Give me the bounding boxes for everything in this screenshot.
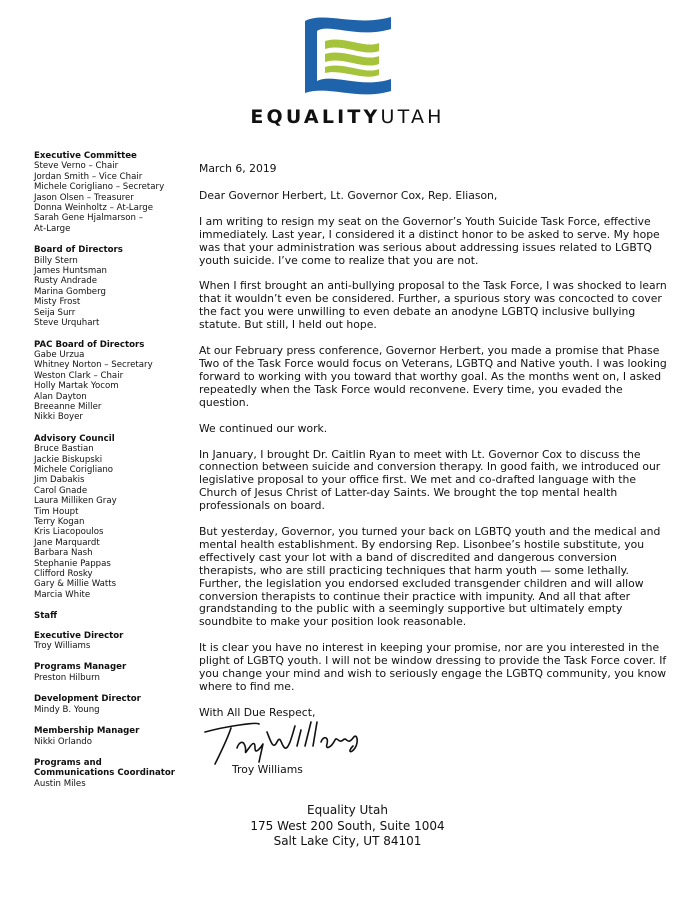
sidebar-heading: Executive Director [34, 630, 124, 641]
sidebar-member: Tim Houpt [34, 506, 79, 517]
letter-paragraph: When I first brought an anti-bullying proposal to the Task Force, I was shocked to learn that it wouldn’t even be considered. Further, a spurious story was concocted to cover the fact you were unwilling to even debate an anodyne LGBTQ inclusive bullying statute. But still, I held out hope. [199, 279, 667, 332]
sidebar-section [34, 611, 184, 621]
sidebar-member: Troy Williams [34, 641, 91, 652]
sidebar-member: Terry Kogan [34, 517, 85, 527]
sidebar-member: Whitney Norton – Secretary [34, 360, 153, 371]
sidebar-section [34, 694, 184, 715]
sidebar-section [34, 245, 184, 328]
sidebar-member: Misty Frost [34, 297, 81, 308]
sidebar-heading: Advisory Council [34, 433, 115, 444]
letter-paragraph: It is clear you have no interest in keeping your promise, nor are you interested in the plight of LGBTQ youth. I will not be window dressing to provide the Task Force cover. If you change your mind and wish to seriously engage the LGBTQ community, you know where to find me. [199, 641, 667, 693]
sidebar-heading: Programs and [34, 757, 102, 768]
sidebar-member: Holly Martak Yocom [34, 381, 119, 392]
sidebar-member: Weston Clark – Chair [34, 370, 124, 381]
sidebar-member: Jane Marquardt [34, 537, 100, 548]
sidebar-section [34, 340, 184, 423]
sidebar-member: Marcia White [34, 589, 91, 600]
sidebar-member: Carol Gnade [34, 485, 88, 496]
sidebar-member: Nikki Orlando [34, 736, 92, 747]
letter-paragraph: In January, I brought Dr. Caitlin Ryan to meet with Lt. Governor Cox to discuss the connection between suicide and conversion therapy. In good faith, we introduced our legislative proposal to your office first. We met and co-drafted language with the Church of Jesus Christ of Latter-day Saints. We brought the top mental health professionals on board. [199, 447, 661, 513]
sidebar-member: Billy Stern [34, 255, 78, 266]
letter-body [199, 163, 669, 733]
sidebar-member: Gabe Urzua [34, 349, 85, 360]
sidebar-member: Breeanne Miller [34, 401, 102, 412]
sidebar-heading: Programs Manager [34, 662, 127, 673]
sidebar-member: Jason Olsen – Treasurer [34, 192, 134, 203]
sidebar-heading: Staff [34, 611, 58, 622]
sidebar-member: Steve Urquhart [34, 318, 100, 329]
sidebar-member: Bruce Bastian [34, 444, 94, 455]
sidebar-section [34, 631, 184, 652]
sidebar-member: Laura Milliken Gray [34, 496, 117, 507]
letter-salutation: Dear Governor Herbert, Lt. Governor Cox, Rep. Eliason, [199, 188, 498, 202]
sidebar-heading: Board of Directors [34, 245, 123, 256]
sidebar-section [34, 662, 184, 683]
sidebar-member: Clifford Rosky [34, 569, 93, 580]
footer-street: 175 West 200 South, Suite 1004 [250, 818, 445, 833]
sidebar-member: Jackie Biskupski [34, 454, 103, 465]
sidebar-member: Michele Corigliano – Secretary [34, 182, 165, 193]
equality-flag-logo-icon [305, 15, 391, 97]
sidebar-section [34, 758, 184, 768]
letter-date: March 6, 2019 [199, 162, 277, 175]
sidebar-member: Barbara Nash [34, 548, 93, 559]
sidebar-roster [34, 151, 184, 800]
letter-paragraph: We continued our work. [199, 421, 328, 435]
sidebar-heading: Development Director [34, 694, 141, 705]
letter-paragraph: But yesterday, Governor, you turned your back on LGBTQ youth and the medical and mental health establishment. By endorsing Rep. Lisonbee’s hostile substitute, you effectively cast your lot with a band of discredited and dangerous conversion therapists, who are still practicing techniques that harm youth — some lethally. Further, the legislation you endorsed excluded transgender children and will allow conversion therapists to continue their practice with impunity. And all that after grandstanding to the public with a seemingly supportive but ultimately empty soundbite to make your position look reasonable. [199, 525, 661, 629]
sidebar-heading: PAC Board of Directors [34, 339, 145, 350]
sidebar-member: James Huntsman [34, 266, 107, 277]
sidebar-member: Donna Weinholtz – At-Large [34, 203, 153, 214]
brand-wordmark: EQUALITYUTAH [250, 106, 445, 128]
sidebar-member: Austin Miles [34, 778, 86, 789]
sidebar-member: Seija Surr [34, 307, 76, 318]
sidebar-section [34, 151, 184, 234]
sidebar-member: Preston Hilburn [34, 672, 100, 683]
sidebar-heading: Membership Manager [34, 726, 140, 737]
sidebar-section [34, 434, 184, 601]
footer-address [0, 803, 695, 850]
sidebar-heading: Communications Coordinator [34, 768, 175, 779]
signer-name: Troy Williams [232, 763, 303, 776]
letter-paragraph: I am writing to resign my seat on the Governor’s Youth Suicide Task Force, effective immediately. Last year, I considered it a distinct honor to be asked to serve. My hope was that your administration was serious about addressing issues related to LGBTQ youth suicide. I’ve come to realize that you are not. [199, 214, 660, 267]
sidebar-section [34, 726, 184, 747]
sidebar-heading: Executive Committee [34, 151, 137, 161]
sidebar-member: Steve Verno – Chair [34, 161, 119, 172]
letterhead [0, 0, 695, 140]
footer-org: Equality Utah [307, 803, 388, 817]
sidebar-member: Sarah Gene Hjalmarson – [34, 213, 143, 224]
letter-closing: With All Due Respect, [199, 705, 316, 719]
sidebar-member: Gary & Millie Watts [34, 579, 117, 590]
sidebar-member: Jordan Smith – Vice Chair [34, 171, 143, 182]
sidebar-member: Nikki Boyer [34, 412, 83, 423]
sidebar-member: Stephanie Pappas [34, 558, 111, 569]
sidebar-member: Mindy B. Young [34, 704, 100, 715]
footer-city: Salt Lake City, UT 84101 [273, 834, 422, 848]
sidebar-member: Kris Liacopoulos [34, 527, 104, 538]
sidebar-member: At-Large [34, 223, 71, 234]
sidebar-member: Michele Corigliano [34, 464, 114, 475]
sidebar-member: Marina Gomberg [34, 286, 106, 297]
letter-paragraph: At our February press conference, Governor Herbert, you made a promise that Phase Two of the Task Force would focus on Veterans, LGBTQ and Native youth. I was looking forward to working with you toward that worthy goal. As the months went on, I asked repeatedly when the Task Force would reconvene. Every time, you evaded the question. [199, 344, 667, 409]
sidebar-member: Alan Dayton [34, 391, 87, 402]
sidebar-member: Rusty Andrade [34, 276, 98, 287]
sidebar-member: Jim Dabakis [34, 475, 85, 486]
sidebar-section [34, 768, 184, 789]
